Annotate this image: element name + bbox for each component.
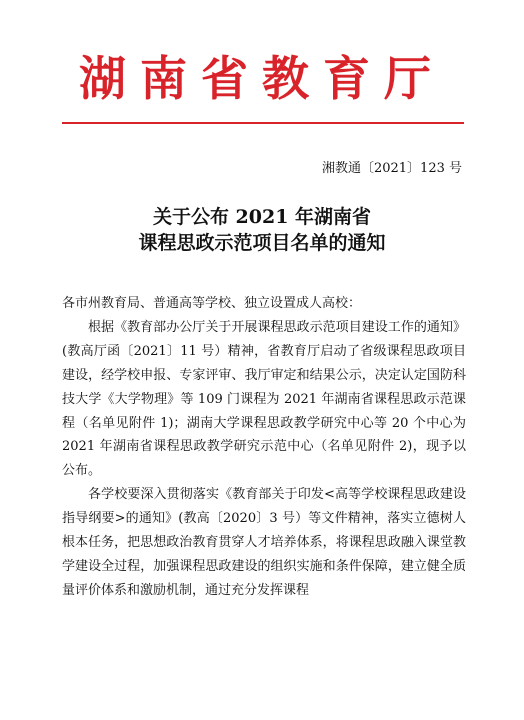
body-paragraph-1: 根据《教育部办公厅关于开展课程思政示范项目建设工作的通知》(教高厅函〔2021〕11 号）精神，省教育厅启动了省级课程思政项目建设，经学校申报、专家评审、我厅审定和结果公示，决定认定国防科技大学《大学物理》等 109 门课程为 2021 年湖南省课程思政示范课程（名单见附件 1)；湖南大学课程思政教学研究中心等 20 个中心为 2021 年湖南省课程思政教学研究示范中心（名单见附件 2)，现予以公布。 bbox=[62, 319, 466, 479]
masthead-red-rule bbox=[62, 122, 464, 124]
title-line-2: 课程思政示范项目名单的通知 bbox=[138, 232, 386, 254]
body-paragraph-2: 各学校要深入贯彻落实《教育部关于印发<高等学校课程思政建设指导纲要>的通知》(教高〔2020〕3 号）等文件精神，落实立德树人根本任务，把思想政治教育贯穿人才培养体系，将课程思政融入课堂教学建设全过程，加强课程思政建设的组织实施和条件保障，建立健全质量评价体系和激励机制，通过充分发挥课程 bbox=[62, 487, 466, 598]
document-title bbox=[0, 204, 524, 256]
masthead: 湖南省教育厅 bbox=[79, 52, 445, 107]
salutation: 各市州教育局、普通高等学校、独立设置成人高校： bbox=[62, 296, 362, 311]
document-number: 湘教通〔2021〕123 号 bbox=[321, 161, 462, 176]
document-body bbox=[62, 292, 466, 603]
title-line-1: 关于公布 2021 年湖南省 bbox=[152, 206, 372, 228]
